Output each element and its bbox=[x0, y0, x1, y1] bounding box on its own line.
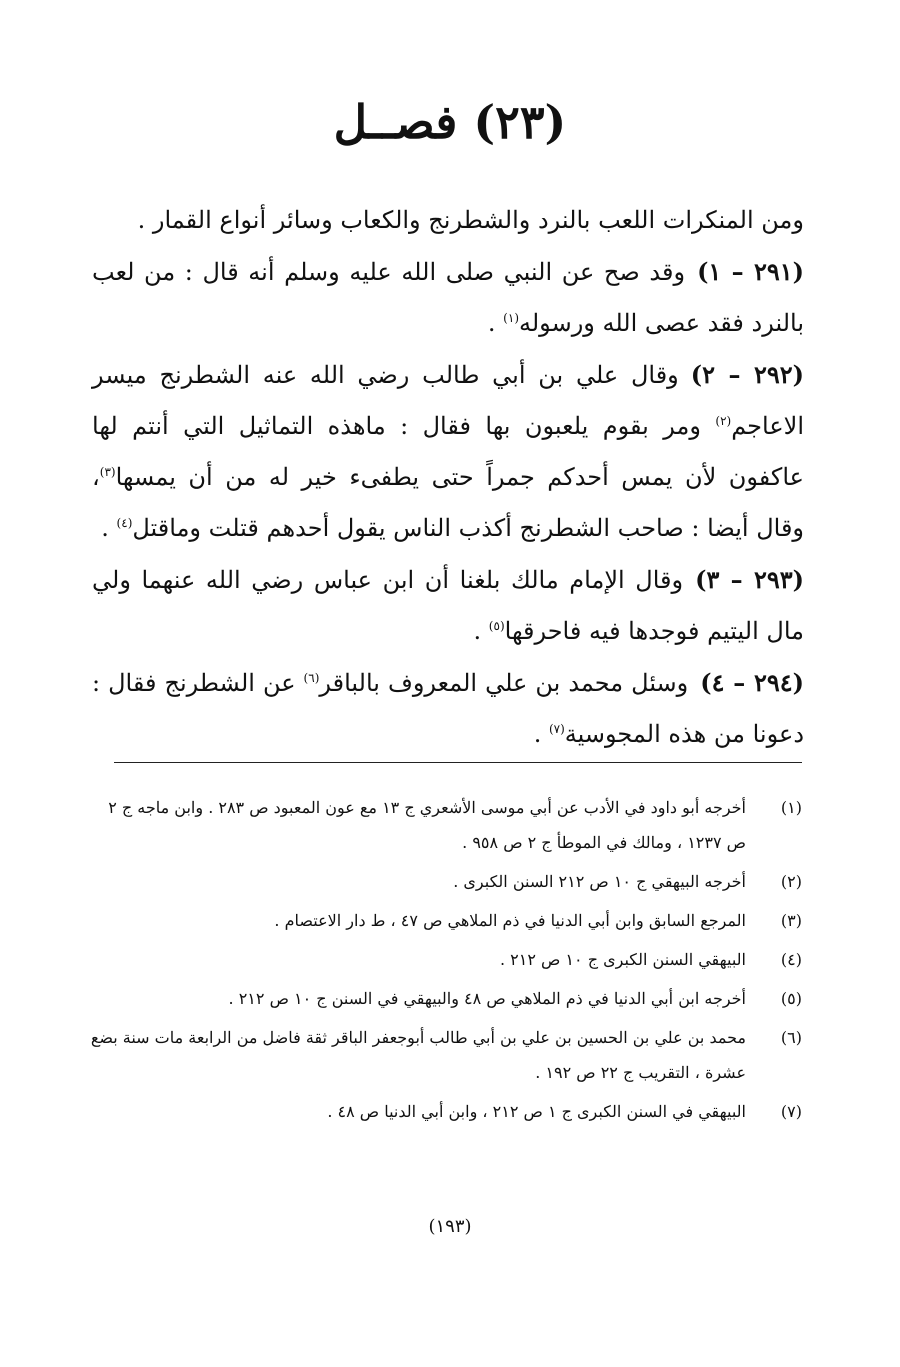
footnote-reference: (٧) bbox=[548, 722, 565, 736]
footnote-number: (٤) bbox=[780, 950, 802, 969]
hadith-text: . bbox=[487, 309, 504, 337]
footnote-item bbox=[90, 981, 802, 1016]
page-number: (١٩٣) bbox=[428, 1216, 472, 1237]
footnote-number: (٥) bbox=[780, 989, 802, 1008]
footnote-text: المرجع السابق وابن أبي الدنيا في ذم الملاهي ص ٤٧ ، ط دار الاعتصام . bbox=[274, 911, 746, 930]
footnote-item bbox=[90, 1020, 802, 1090]
hadith-number: (٢٩٢ – ٢) bbox=[690, 360, 804, 389]
hadith-paragraph bbox=[92, 657, 804, 760]
hadith-text: ، وقال أيضا : صاحب الشطرنج أكذب الناس يقول أحدهم قتلت وماقتل bbox=[92, 463, 804, 542]
footnote-item bbox=[90, 903, 802, 938]
hadith-text: وقال الإمام مالك بلغنا أن ابن عباس رضي الله عنهما ولي مال اليتيم فوجدها فيه فاحرقها bbox=[92, 566, 804, 645]
hadith-paragraph bbox=[92, 246, 804, 349]
hadith-paragraph bbox=[92, 349, 804, 554]
footnote-number: (٣) bbox=[780, 911, 802, 930]
footnote-reference: (٣) bbox=[99, 465, 116, 479]
hadith-number: (٢٩٣ – ٣) bbox=[695, 565, 804, 594]
hadith-number: (٢٩١ – ١) bbox=[697, 257, 805, 286]
footnote-number: (١) bbox=[780, 798, 802, 817]
footnote-reference: (٥) bbox=[488, 619, 505, 633]
footnote-item bbox=[90, 790, 802, 860]
main-text bbox=[92, 195, 804, 760]
footnote-reference: (٤) bbox=[116, 516, 133, 530]
hadith-text: . bbox=[533, 720, 549, 748]
hadith-paragraph bbox=[92, 554, 804, 657]
intro-paragraph: ومن المنكرات اللعب بالنرد والشطرنج والكعاب وسائر أنواع القمار . bbox=[137, 206, 804, 234]
footnote-reference: (١) bbox=[503, 311, 519, 325]
hadith-number: (٢٩٤ – ٤) bbox=[700, 668, 805, 697]
hadith-text: . bbox=[473, 617, 489, 645]
footnote-reference: (٦) bbox=[303, 671, 320, 685]
footnotes-section bbox=[90, 790, 802, 1133]
footnote-number: (٧) bbox=[780, 1102, 802, 1121]
footnote-number: (٦) bbox=[780, 1028, 802, 1047]
footnote-reference: (٢) bbox=[715, 414, 732, 428]
chapter-heading: (٢٣) فصــل bbox=[333, 95, 567, 149]
hadith-text: ومر بقوم يلعبون بها فقال : ماهذه التماثيل التي أنتم لها عاكفون لأن يمس أحدكم جمراً حتى يطفىء خير له من أن يمسها bbox=[92, 412, 804, 491]
hadith-text: وقال علي بن أبي طالب رضي الله عنه الشطرنج ميسر الاعاجم bbox=[92, 361, 804, 440]
hadith-text: وسئل محمد بن علي المعروف بالباقر bbox=[319, 669, 689, 697]
footnote-text: أخرجه البيهقي ج ١٠ ص ٢١٢ السنن الكبرى . bbox=[453, 872, 746, 891]
footnote-item bbox=[90, 942, 802, 977]
hadith-text: وقد صح عن النبي صلى الله عليه وسلم أنه قال : من لعب بالنرد فقد عصى الله ورسوله bbox=[92, 258, 804, 337]
footnote-text: البيهقي في السنن الكبرى ج ١ ص ٢١٢ ، وابن أبي الدنيا ص ٤٨ . bbox=[327, 1102, 746, 1121]
hadith-list bbox=[92, 246, 804, 760]
footnote-text: أخرجه ابن أبي الدنيا في ذم الملاهي ص ٤٨ والبيهقي في السنن ج ١٠ ص ٢١٢ . bbox=[228, 989, 746, 1008]
footnote-text: محمد بن علي بن الحسين بن علي بن أبي طالب أبوجعفر الباقر ثقة فاضل من الرابعة مات سنة بضع عشرة ، التقريب ج ٢٢ ص ١٩٢ . bbox=[90, 1028, 746, 1082]
hadith-text: . bbox=[101, 514, 117, 542]
footnote-text: أخرجه أبو داود في الأدب عن أبي موسى الأشعري ج ١٣ مع عون المعبود ص ٢٨٣ . وابن ماجه ج ٢ ص ١٢٣٧ ، ومالك في الموطأ ج ٢ ص ٩٥٨ . bbox=[108, 798, 746, 852]
footnote-item bbox=[90, 1094, 802, 1129]
footnote-text: البيهقي السنن الكبرى ج ١٠ ص ٢١٢ . bbox=[499, 950, 746, 969]
footnote-separator bbox=[114, 762, 802, 763]
footnote-number: (٢) bbox=[780, 872, 802, 891]
footnote-item bbox=[90, 864, 802, 899]
hadith-text: عن الشطرنج فقال : دعونا من هذه المجوسية bbox=[92, 669, 804, 748]
